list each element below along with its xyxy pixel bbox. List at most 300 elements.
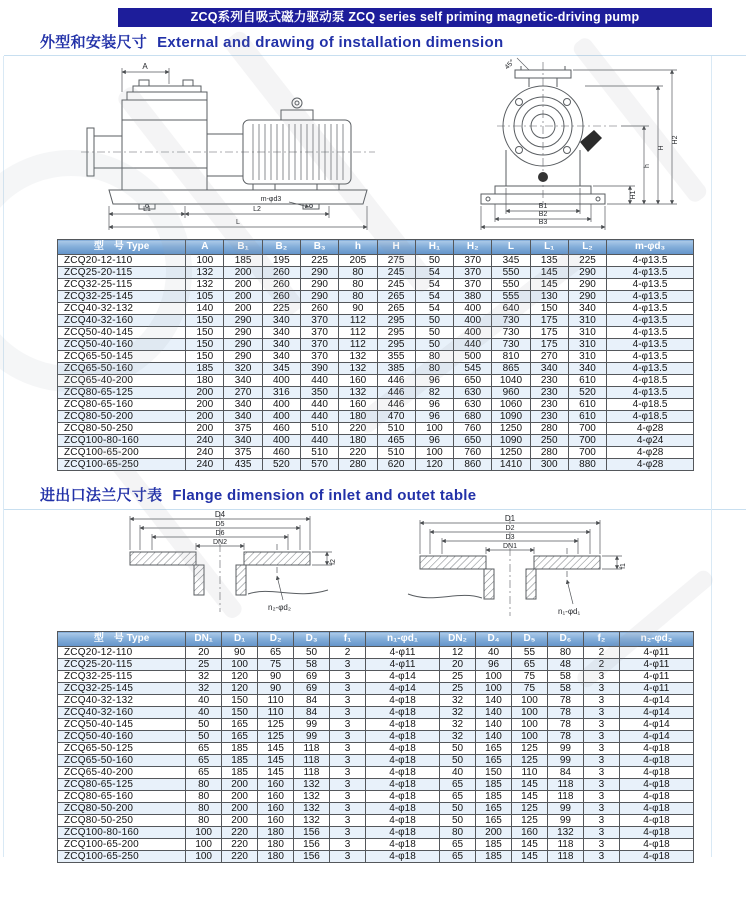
table-row <box>58 707 694 719</box>
value-cell: 100 <box>222 659 258 671</box>
dim-label-45deg: 45° <box>503 58 517 72</box>
value-cell: 132 <box>186 267 224 279</box>
value-cell: 730 <box>492 315 530 327</box>
column-header: m-φd₃ <box>607 240 694 255</box>
installation-dimension-table <box>57 239 694 471</box>
value-cell: 220 <box>339 447 377 459</box>
value-cell: 120 <box>222 671 258 683</box>
value-cell: 145 <box>511 791 547 803</box>
value-cell: 446 <box>377 375 415 387</box>
value-cell: 200 <box>476 827 512 839</box>
value-cell: 65 <box>440 851 476 863</box>
value-cell: 630 <box>454 399 492 411</box>
value-cell: 510 <box>377 423 415 435</box>
value-cell: 50 <box>186 719 222 731</box>
value-cell: 295 <box>377 315 415 327</box>
value-cell: 3 <box>583 779 619 791</box>
value-cell: 4-φ14 <box>619 719 693 731</box>
value-cell: 125 <box>511 815 547 827</box>
model-cell: ZCQ100-65-200 <box>58 447 186 459</box>
value-cell: 200 <box>186 387 224 399</box>
value-cell: 760 <box>454 447 492 459</box>
value-cell: 78 <box>547 719 583 731</box>
value-cell: 460 <box>262 447 300 459</box>
value-cell: 125 <box>511 803 547 815</box>
value-cell: 185 <box>186 363 224 375</box>
value-cell: 380 <box>454 291 492 303</box>
value-cell: 440 <box>300 375 338 387</box>
value-cell: 80 <box>186 803 222 815</box>
value-cell: 20 <box>186 647 222 659</box>
value-cell: 545 <box>454 363 492 375</box>
dim-label-f1: f1 <box>620 563 627 569</box>
value-cell: 185 <box>476 839 512 851</box>
value-cell: 520 <box>568 387 606 399</box>
value-cell: 370 <box>300 339 338 351</box>
value-cell: 200 <box>186 411 224 423</box>
table-row <box>58 659 694 671</box>
value-cell: 145 <box>258 743 294 755</box>
value-cell: 3 <box>330 683 366 695</box>
value-cell: 4-φ13.5 <box>607 279 694 291</box>
column-header: L₂ <box>568 240 606 255</box>
value-cell: 200 <box>222 791 258 803</box>
installation-drawing <box>65 56 685 241</box>
value-cell: 200 <box>224 303 262 315</box>
value-cell: 4-φ13.5 <box>607 363 694 375</box>
value-cell: 630 <box>454 387 492 399</box>
value-cell: 4-φ13.5 <box>607 327 694 339</box>
model-cell: ZCQ40-32-132 <box>58 695 186 707</box>
value-cell: 100 <box>511 695 547 707</box>
value-cell: 4-φ18 <box>619 767 693 779</box>
model-cell: ZCQ65-40-200 <box>58 375 186 387</box>
value-cell: 80 <box>547 647 583 659</box>
value-cell: 4-φ13.5 <box>607 291 694 303</box>
value-cell: 100 <box>511 731 547 743</box>
value-cell: 3 <box>583 791 619 803</box>
value-cell: 200 <box>224 279 262 291</box>
value-cell: 75 <box>511 683 547 695</box>
value-cell: 3 <box>330 779 366 791</box>
value-cell: 260 <box>262 279 300 291</box>
column-header: n₁-φd₁ <box>365 632 439 647</box>
value-cell: 520 <box>262 459 300 471</box>
column-header: D₃ <box>294 632 330 647</box>
value-cell: 120 <box>222 683 258 695</box>
value-cell: 510 <box>377 447 415 459</box>
value-cell: 265 <box>377 291 415 303</box>
value-cell: 4-φ11 <box>619 671 693 683</box>
value-cell: 4-φ14 <box>619 707 693 719</box>
value-cell: 96 <box>415 411 453 423</box>
value-cell: 4-φ13.5 <box>607 255 694 267</box>
value-cell: 4-φ28 <box>607 459 694 471</box>
model-cell: ZCQ80-65-125 <box>58 779 186 791</box>
value-cell: 140 <box>186 303 224 315</box>
value-cell: 280 <box>530 447 568 459</box>
value-cell: 610 <box>568 411 606 423</box>
value-cell: 185 <box>222 755 258 767</box>
dim-label-b1: B1 <box>538 203 548 210</box>
value-cell: 3 <box>583 767 619 779</box>
value-cell: 78 <box>547 695 583 707</box>
column-header: D₆ <box>547 632 583 647</box>
table-row <box>58 827 694 839</box>
value-cell: 112 <box>339 339 377 351</box>
table-row <box>58 303 694 315</box>
value-cell: 3 <box>583 695 619 707</box>
value-cell: 50 <box>415 327 453 339</box>
value-cell: 4-φ18 <box>619 791 693 803</box>
value-cell: 125 <box>258 719 294 731</box>
value-cell: 185 <box>476 791 512 803</box>
value-cell: 550 <box>492 267 530 279</box>
value-cell: 1250 <box>492 423 530 435</box>
value-cell: 90 <box>258 671 294 683</box>
value-cell: 145 <box>511 851 547 863</box>
value-cell: 400 <box>262 399 300 411</box>
value-cell: 4-φ18 <box>619 755 693 767</box>
value-cell: 3 <box>583 683 619 695</box>
value-cell: 99 <box>294 719 330 731</box>
value-cell: 25 <box>186 659 222 671</box>
value-cell: 865 <box>492 363 530 375</box>
dim-label-d6: D6 <box>215 530 225 537</box>
value-cell: 32 <box>440 695 476 707</box>
column-header: D₂ <box>258 632 294 647</box>
value-cell: 4-φ28 <box>607 447 694 459</box>
value-cell: 50 <box>440 803 476 815</box>
flange-dimension-table <box>57 631 694 863</box>
value-cell: 446 <box>377 399 415 411</box>
value-cell: 310 <box>568 351 606 363</box>
value-cell: 180 <box>339 411 377 423</box>
value-cell: 54 <box>415 291 453 303</box>
value-cell: 132 <box>339 387 377 399</box>
model-cell: ZCQ80-65-160 <box>58 399 186 411</box>
table-row <box>58 719 694 731</box>
value-cell: 4-φ18 <box>619 851 693 863</box>
value-cell: 180 <box>258 851 294 863</box>
value-cell: 340 <box>262 315 300 327</box>
value-cell: 4-φ18 <box>619 815 693 827</box>
value-cell: 100 <box>186 255 224 267</box>
value-cell: 345 <box>492 255 530 267</box>
value-cell: 290 <box>568 267 606 279</box>
table-row <box>58 671 694 683</box>
table-row <box>58 683 694 695</box>
value-cell: 400 <box>262 375 300 387</box>
value-cell: 4-φ18 <box>619 839 693 851</box>
value-cell: 1410 <box>492 459 530 471</box>
dim-label-l2: L2 <box>253 206 261 213</box>
value-cell: 156 <box>294 851 330 863</box>
dim-label-hcap: H <box>658 145 665 151</box>
value-cell: 4-φ14 <box>365 671 439 683</box>
value-cell: 730 <box>492 327 530 339</box>
value-cell: 200 <box>222 779 258 791</box>
value-cell: 180 <box>339 435 377 447</box>
value-cell: 69 <box>294 683 330 695</box>
value-cell: 65 <box>186 767 222 779</box>
value-cell: 570 <box>300 459 338 471</box>
table-row <box>58 339 694 351</box>
value-cell: 160 <box>258 791 294 803</box>
column-header: A <box>186 240 224 255</box>
value-cell: 230 <box>530 399 568 411</box>
value-cell: 3 <box>583 815 619 827</box>
value-cell: 3 <box>583 839 619 851</box>
table-row <box>58 803 694 815</box>
value-cell: 96 <box>415 375 453 387</box>
value-cell: 160 <box>511 827 547 839</box>
model-cell: ZCQ50-40-160 <box>58 731 186 743</box>
model-cell: ZCQ25-20-115 <box>58 659 186 671</box>
value-cell: 470 <box>377 411 415 423</box>
heading-en: Flange dimension of inlet and outet table <box>172 487 477 504</box>
value-cell: 400 <box>454 327 492 339</box>
value-cell: 3 <box>330 755 366 767</box>
value-cell: 145 <box>258 767 294 779</box>
value-cell: 3 <box>330 803 366 815</box>
value-cell: 150 <box>222 707 258 719</box>
value-cell: 80 <box>440 827 476 839</box>
value-cell: 4-φ18 <box>365 719 439 731</box>
value-cell: 80 <box>339 279 377 291</box>
pump-front-view <box>481 58 617 206</box>
model-cell: ZCQ50-40-145 <box>58 327 186 339</box>
value-cell: 510 <box>300 447 338 459</box>
table-row <box>58 839 694 851</box>
column-header: B₂ <box>262 240 300 255</box>
value-cell: 110 <box>258 707 294 719</box>
model-cell: ZCQ20-12-110 <box>58 255 186 267</box>
value-cell: 350 <box>300 387 338 399</box>
value-cell: 118 <box>294 743 330 755</box>
value-cell: 200 <box>186 399 224 411</box>
value-cell: 260 <box>262 291 300 303</box>
page-edge-line <box>3 56 4 857</box>
value-cell: 185 <box>222 743 258 755</box>
value-cell: 500 <box>454 351 492 363</box>
value-cell: 290 <box>568 279 606 291</box>
value-cell: 132 <box>339 363 377 375</box>
column-header: 型 号 Type <box>58 632 186 647</box>
value-cell: 132 <box>339 351 377 363</box>
value-cell: 145 <box>530 279 568 291</box>
value-cell: 510 <box>300 423 338 435</box>
value-cell: 245 <box>377 279 415 291</box>
dim-label-f2: f2 <box>330 559 337 565</box>
value-cell: 80 <box>415 351 453 363</box>
value-cell: 4-φ18 <box>365 803 439 815</box>
flange-drawing <box>100 508 650 633</box>
value-cell: 4-φ14 <box>619 731 693 743</box>
value-cell: 400 <box>262 411 300 423</box>
value-cell: 300 <box>530 459 568 471</box>
dim-label-n1d1: n₁-φd₁ <box>558 607 581 616</box>
column-header: H₁ <box>415 240 453 255</box>
value-cell: 4-φ11 <box>365 647 439 659</box>
value-cell: 3 <box>583 755 619 767</box>
value-cell: 440 <box>300 411 338 423</box>
dim-label-h1: H1 <box>630 190 637 200</box>
pump-side-view <box>81 80 375 209</box>
value-cell: 78 <box>547 707 583 719</box>
column-header: n₂-φd₂ <box>619 632 693 647</box>
value-cell: 125 <box>511 755 547 767</box>
value-cell: 265 <box>377 303 415 315</box>
value-cell: 96 <box>415 399 453 411</box>
flange-drawing-svg <box>100 508 650 628</box>
value-cell: 440 <box>300 435 338 447</box>
value-cell: 80 <box>186 791 222 803</box>
value-cell: 250 <box>530 435 568 447</box>
value-cell: 400 <box>454 315 492 327</box>
value-cell: 4-φ18 <box>365 767 439 779</box>
value-cell: 3 <box>330 815 366 827</box>
value-cell: 4-φ18.5 <box>607 375 694 387</box>
value-cell: 78 <box>547 731 583 743</box>
dim-label-l: L <box>236 219 240 226</box>
section-heading-flange <box>40 484 476 505</box>
value-cell: 50 <box>415 339 453 351</box>
value-cell: 118 <box>294 755 330 767</box>
value-cell: 140 <box>476 731 512 743</box>
table-row <box>58 815 694 827</box>
value-cell: 4-φ13.5 <box>607 387 694 399</box>
value-cell: 132 <box>186 279 224 291</box>
value-cell: 195 <box>262 255 300 267</box>
value-cell: 2 <box>583 659 619 671</box>
value-cell: 1090 <box>492 435 530 447</box>
value-cell: 2 <box>330 647 366 659</box>
value-cell: 370 <box>454 267 492 279</box>
value-cell: 1090 <box>492 411 530 423</box>
value-cell: 700 <box>568 435 606 447</box>
value-cell: 4-φ18 <box>365 731 439 743</box>
dim-label-md3: m-φd3 <box>260 196 282 203</box>
value-cell: 99 <box>294 731 330 743</box>
column-header: H₂ <box>454 240 492 255</box>
column-header: D₅ <box>511 632 547 647</box>
value-cell: 880 <box>568 459 606 471</box>
value-cell: 200 <box>224 291 262 303</box>
value-cell: 185 <box>476 851 512 863</box>
value-cell: 12 <box>440 647 476 659</box>
value-cell: 175 <box>530 315 568 327</box>
model-cell: ZCQ50-40-160 <box>58 339 186 351</box>
column-header: D₁ <box>222 632 258 647</box>
value-cell: 385 <box>377 363 415 375</box>
value-cell: 118 <box>547 839 583 851</box>
table-row <box>58 731 694 743</box>
value-cell: 96 <box>476 659 512 671</box>
column-header: H <box>377 240 415 255</box>
value-cell: 132 <box>294 803 330 815</box>
value-cell: 620 <box>377 459 415 471</box>
value-cell: 4-φ18 <box>365 851 439 863</box>
model-cell: ZCQ25-20-115 <box>58 267 186 279</box>
column-header: D₄ <box>476 632 512 647</box>
model-cell: ZCQ100-65-250 <box>58 459 186 471</box>
value-cell: 3 <box>583 671 619 683</box>
column-header: h <box>339 240 377 255</box>
value-cell: 4-φ13.5 <box>607 351 694 363</box>
value-cell: 100 <box>511 707 547 719</box>
value-cell: 3 <box>330 731 366 743</box>
value-cell: 50 <box>440 743 476 755</box>
value-cell: 54 <box>415 267 453 279</box>
value-cell: 205 <box>339 255 377 267</box>
table-row <box>58 647 694 659</box>
value-cell: 185 <box>222 767 258 779</box>
value-cell: 40 <box>186 695 222 707</box>
value-cell: 65 <box>440 839 476 851</box>
value-cell: 185 <box>224 255 262 267</box>
value-cell: 3 <box>583 827 619 839</box>
dim-label-d5: D5 <box>215 521 225 528</box>
value-cell: 446 <box>377 387 415 399</box>
value-cell: 550 <box>492 279 530 291</box>
column-header: B₁ <box>224 240 262 255</box>
value-cell: 50 <box>294 647 330 659</box>
value-cell: 84 <box>294 695 330 707</box>
value-cell: 3 <box>330 719 366 731</box>
value-cell: 200 <box>186 423 224 435</box>
value-cell: 118 <box>547 791 583 803</box>
column-header: f₁ <box>330 632 366 647</box>
value-cell: 4-φ11 <box>619 683 693 695</box>
table-row <box>58 459 694 471</box>
value-cell: 4-φ18.5 <box>607 411 694 423</box>
heading-zh: 外型和安装尺寸 <box>40 34 148 51</box>
value-cell: 40 <box>476 647 512 659</box>
value-cell: 245 <box>377 267 415 279</box>
value-cell: 4-φ13.5 <box>607 339 694 351</box>
value-cell: 4-φ28 <box>607 423 694 435</box>
table-row <box>58 423 694 435</box>
value-cell: 110 <box>258 695 294 707</box>
value-cell: 290 <box>568 291 606 303</box>
value-cell: 160 <box>258 815 294 827</box>
value-cell: 112 <box>339 327 377 339</box>
value-cell: 960 <box>492 387 530 399</box>
value-cell: 370 <box>300 327 338 339</box>
value-cell: 80 <box>415 363 453 375</box>
value-cell: 4-φ18 <box>365 839 439 851</box>
value-cell: 610 <box>568 375 606 387</box>
value-cell: 3 <box>330 707 366 719</box>
value-cell: 290 <box>300 291 338 303</box>
value-cell: 4-φ14 <box>365 683 439 695</box>
value-cell: 4-φ18 <box>365 791 439 803</box>
model-cell: ZCQ65-50-160 <box>58 755 186 767</box>
value-cell: 295 <box>377 339 415 351</box>
value-cell: 465 <box>377 435 415 447</box>
model-cell: ZCQ40-32-160 <box>58 707 186 719</box>
value-cell: 99 <box>547 743 583 755</box>
value-cell: 160 <box>339 399 377 411</box>
value-cell: 730 <box>492 339 530 351</box>
value-cell: 810 <box>492 351 530 363</box>
model-cell: ZCQ80-50-200 <box>58 803 186 815</box>
section-heading-installation <box>40 31 503 52</box>
value-cell: 225 <box>300 255 338 267</box>
value-cell: 132 <box>294 791 330 803</box>
value-cell: 3 <box>583 803 619 815</box>
